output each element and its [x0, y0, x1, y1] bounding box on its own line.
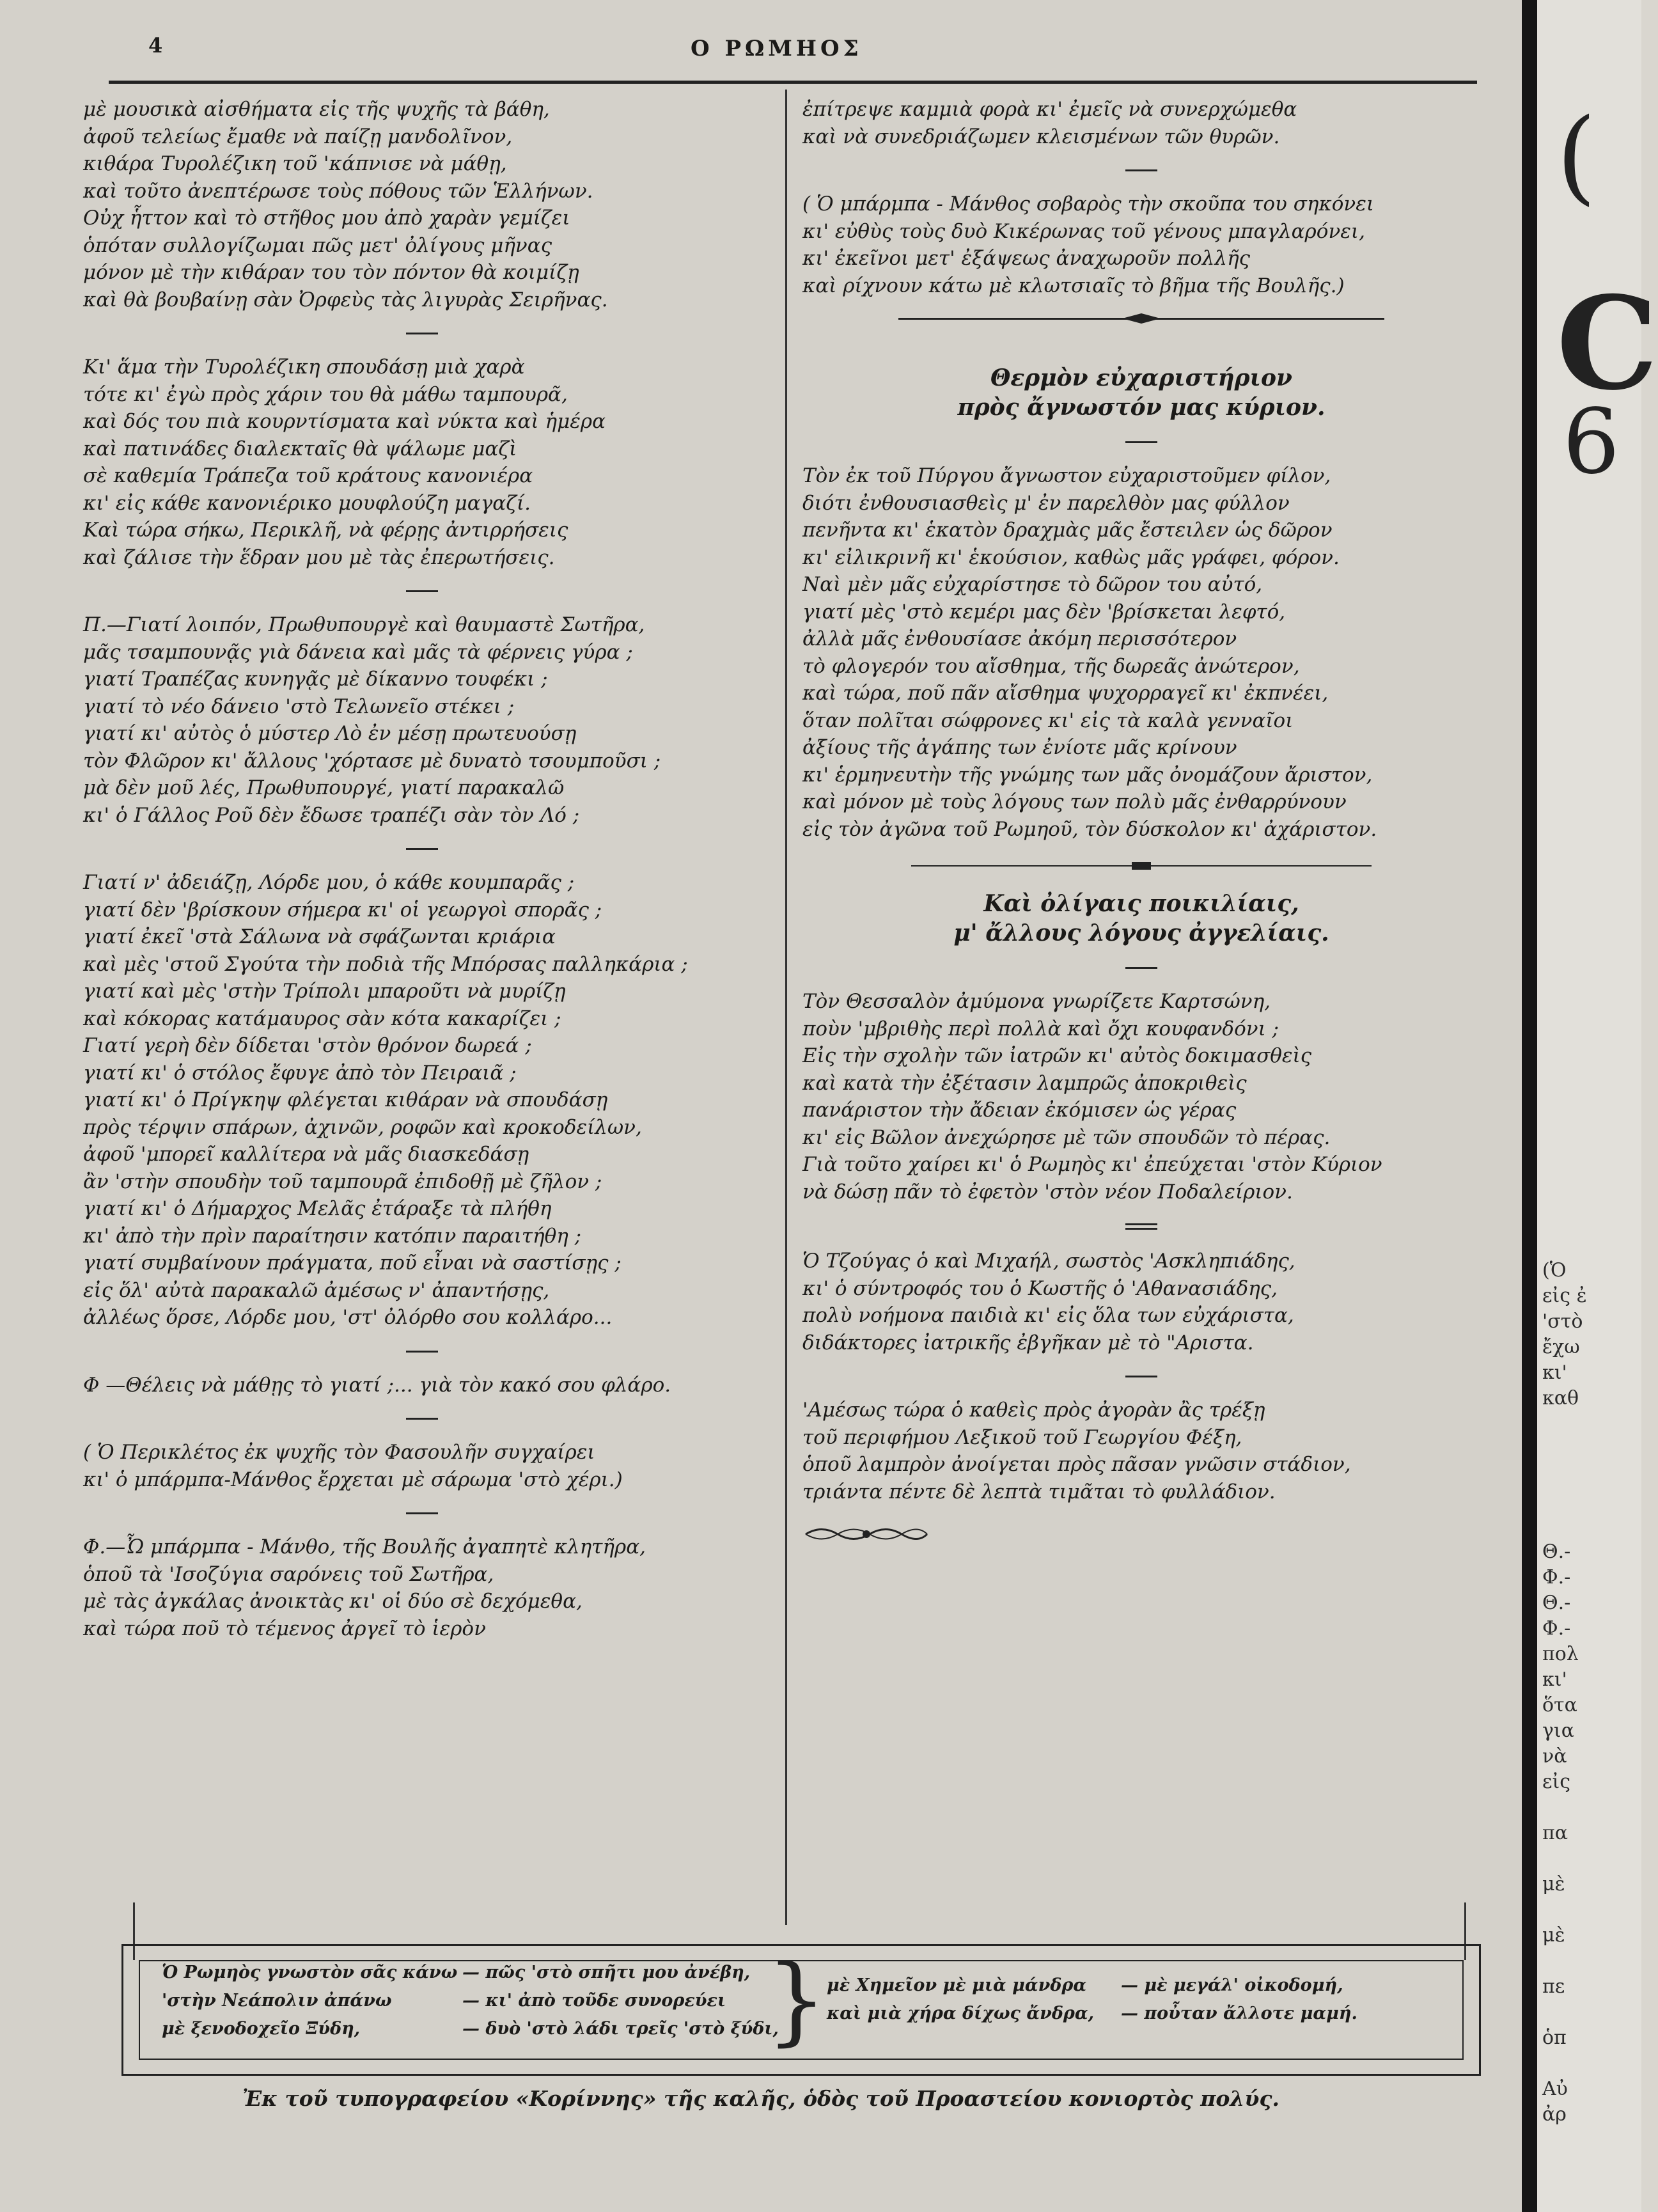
verse-line: κι' εἰς κάθε κανονιέρικο μουφλούζη μαγαζί. — [83, 491, 531, 515]
verse-line: Καὶ τώρα σήκω, Περικλῆ, νὰ φέρῃς ἀντιρρήσεις — [83, 519, 568, 542]
stanza-5 — [83, 1372, 761, 1399]
verse-line: ἀφοῦ τελείως ἔμαθε νὰ παίζῃ μανδολῖνον, — [83, 125, 513, 148]
verse-line: πρὸς τέρψιν σπάρων, ἀχινῶν, ροφῶν καὶ κροκοδείλων, — [83, 1115, 642, 1139]
verse-line: κι' ἐκεῖνοι μετ' ἐξάψεως ἀναχωροῦν πολλῆς — [802, 247, 1250, 270]
stanza-4 — [83, 869, 761, 1331]
advert-line: μὲ Χημεῖον μὲ μιὰ μάνδρα — [827, 1975, 1087, 1995]
verse-line: Κι' ἅμα τὴν Τυρολέζικη σπουδάσῃ μιὰ χαρὰ — [83, 356, 525, 379]
verse-line: καὶ τοῦτο ἀνεπτέρωσε τοὺς πόθους τῶν Ἑλλήνων. — [83, 179, 593, 203]
verse-line: Τὸν Θεσσαλὸν ἀμύμονα γνωρίζετε Καρτσώνη, — [802, 990, 1271, 1013]
verse-line: Εἰς τὴν σχολὴν τῶν ἰατρῶν κι' αὐτὸς δοκιμασθεὶς — [802, 1044, 1312, 1067]
stanza-2 — [83, 354, 761, 571]
advert-line: Ὁ Ρωμηὸς γνωστὸν σᾶς κάνω — [162, 1963, 458, 1982]
decorative-letter-fragment: 6 — [1563, 390, 1620, 494]
flourish-ornament — [802, 1525, 930, 1544]
section-heading: Καὶ ὀλίγαις ποικιλίαις, — [983, 890, 1299, 917]
page-number: 4 — [148, 33, 163, 58]
footer-advert-box — [121, 1944, 1481, 2076]
section-heading: πρὸς ἄγνωστόν μας κύριον. — [957, 394, 1326, 421]
advert-line: μὲ ξενοδοχεῖο Ξύδη, — [162, 2019, 361, 2039]
fragment-line: (Ὁ — [1542, 1259, 1567, 1282]
fragment-line: για — [1542, 1720, 1574, 1742]
stanza-6 — [83, 1439, 761, 1493]
verse-line: Ὁ Τζούγας ὁ καὶ Μιχαήλ, σωστὸς 'Ασκληπιάδης, — [802, 1250, 1295, 1273]
verse-line: κι' ἑρμηνευτὴν τῆς γνώμης των μᾶς ὀνομάζουν ἄριστον, — [802, 763, 1373, 787]
verse-line: τότε κι' ἐγὼ πρὸς χάριν του θὰ μάθω ταμπουρᾶ, — [83, 382, 568, 406]
double-separator — [1125, 1223, 1157, 1230]
header-rule — [109, 81, 1477, 84]
verse-line: Τὸν ἐκ τοῦ Πύργου ἄγνωστον εὐχαριστοῦμεν φίλον, — [802, 464, 1331, 487]
fragment-line: νὰ — [1542, 1745, 1567, 1768]
advert-line: — πῶς 'στὸ σπῆτι μου ἀνέβη, — [462, 1963, 751, 1982]
verse-line: καὶ ρίχνουν κάτω μὲ κλωτσιαῖς τὸ βῆμα τῆς Βουλῆς.) — [802, 274, 1345, 297]
verse-line: κι' ὁ μπάρμπα-Μάνθος ἔρχεται μὲ σάρωμα 'στὸ χέρι.) — [83, 1468, 623, 1491]
verse-line: κιθάρα Τυρολέζικη τοῦ 'κάπνισε νὰ μάθῃ, — [83, 152, 507, 175]
verse-line: γιατί κι' ὁ Πρίγκηψ φλέγεται κιθάραν νὰ σπουδάσῃ — [83, 1088, 608, 1111]
section-heading: Θερμὸν εὐχαριστήριον — [990, 365, 1292, 391]
verse-line: Ναὶ μὲν μᾶς εὐχαρίστησε τὸ δῶρον του αὐτό, — [802, 573, 1263, 596]
verse-line: τριάντα πέντε δὲ λεπτὰ τιμᾶται τὸ φυλλάδιον. — [802, 1480, 1276, 1503]
fragment-line: πε — [1542, 1975, 1565, 1998]
right-column — [802, 96, 1480, 1546]
verse-line: καὶ θὰ βουβαίνῃ σὰν Ὀρφεὺς τὰς λιγυρὰς Σειρῆνας. — [83, 288, 608, 311]
section-separator — [406, 1512, 438, 1514]
advert-col-2 — [462, 1959, 779, 2043]
stanza-1 — [83, 96, 761, 313]
section-separator — [406, 1351, 438, 1353]
verse-line: ὅταν πολῖται σώφρονες κι' εἰς τὰ καλὰ γενναῖοι — [802, 709, 1294, 732]
verse-line: τοῦ περιφήμου Λεξικοῦ τοῦ Γεωργίου Φέξη, — [802, 1425, 1242, 1449]
verse-line: καὶ κατὰ τὴν ἐξέτασιν λαμπρῶς ἀποκριθεὶς — [802, 1071, 1247, 1095]
decorative-letter-fragment: ( — [1556, 96, 1597, 216]
verse-line: 'Αμέσως τώρα ὁ καθεὶς πρὸς ἀγορὰν ἂς τρέξῃ — [802, 1399, 1265, 1422]
verse-line: νὰ δώσῃ πᾶν τὸ ἐφετὸν 'στὸν νέον Ποδαλείριον. — [802, 1180, 1293, 1204]
verse-line: πανάριστον τὴν ἄδειαν ἐκόμισεν ὡς γέρας — [802, 1099, 1237, 1122]
verse-line: Π.—Γιατί λοιπόν, Πρωθυπουργὲ καὶ θαυμαστὲ Σωτῆρα, — [83, 613, 645, 636]
verse-line: καὶ μὲς 'στοῦ Σγούτα τὴν ποδιὰ τῆς Μπόρσας παλληκάρια ; — [83, 952, 688, 976]
verse-line: ( Ὁ Περικλέτος ἐκ ψυχῆς τὸν Φασουλῆν συγχαίρει — [83, 1441, 595, 1464]
verse-line: τὸ φλογερόν του αἴσθημα, τῆς δωρεᾶς ἀνώτερον, — [802, 654, 1300, 678]
verse-line: καὶ μόνον μὲ τοὺς λόγους των πολὺ μᾶς ἐνθαρρύνουν — [802, 790, 1347, 813]
verse-line: κι' εἰλικρινῆ κι' ἑκούσιον, καθὼς μᾶς γράφει, φόρον. — [802, 545, 1340, 569]
advert-line: — ποὖταν ἄλλοτε μαμή. — [1121, 2004, 1357, 2023]
fragment-line: Θ.- — [1542, 1541, 1571, 1563]
verse-line: κι' ἀπὸ τὴν πρὶν παραίτησιν κατόπιν παραιτήθη ; — [83, 1224, 582, 1248]
verse-line: κι' ὁ Γάλλος Ρoῦ δὲν ἔδωσε τραπέζι σὰν τὸν Λό ; — [83, 803, 580, 827]
verse-line: γιατί καὶ μὲς 'στὴν Τρίπολι μπαροῦτι νὰ μυρίζῃ — [83, 980, 566, 1003]
stanza-7 — [83, 1533, 761, 1642]
fragment-line: Φ.- — [1542, 1617, 1571, 1640]
verse-line: γιατί κι' ὁ στόλος ἔφυγε ἀπὸ τὸν Πειραιᾶ ; — [83, 1061, 517, 1085]
verse-line: ἐπίτρεψε καμμιὰ φορὰ κι' ἐμεῖς νὰ συνερχώμεθα — [802, 98, 1297, 121]
verse-line: ὁποῦ τὰ 'Ισοζύγια σαρόνεις τοῦ Σωτῆρα, — [83, 1562, 494, 1586]
fragment-line: ἔχω — [1542, 1336, 1580, 1358]
announcement-2 — [802, 1248, 1480, 1356]
verse-line: ( Ὁ μπάρμπα - Μάνθος σοβαρὸς τὴν σκοῦπα του σηκόνει — [802, 192, 1375, 216]
adjacent-page-edge — [1537, 0, 1658, 2212]
verse-line: εἰς ὅλ' αὐτὰ παρακαλῶ ἀμέσως ν' ἀπαντήσῃς, — [83, 1278, 550, 1302]
verse-line: καὶ πατινάδες διαλεκταῖς θὰ ψάλωμε μαζὶ — [83, 437, 517, 460]
verse-line: πολὺ νοήμονα παιδιὰ κι' εἰς ὅλα των εὐχάριστα, — [802, 1304, 1294, 1327]
advert-line: — κι' ἀπὸ τοῦδε συνορεύει — [462, 1991, 726, 2011]
fragment-line: Αὐ — [1542, 2078, 1568, 2100]
verse-line: ἀφοῦ 'μπορεῖ καλλίτερα νὰ μᾶς διασκεδάσῃ — [83, 1143, 529, 1166]
verse-line: κι' εὐθὺς τοὺς δυὸ Κικέρωνας τοῦ γένους μπαγλαρόνει, — [802, 219, 1365, 243]
section-separator — [406, 1418, 438, 1420]
announcement-1 — [802, 988, 1480, 1205]
verse-line: Φ.—Ὦ μπάρμπα - Μάνθο, τῆς Βουλῆς ἀγαπητὲ κλητῆρα, — [83, 1535, 646, 1558]
section-separator — [406, 590, 438, 592]
page-fold-shadow — [1522, 0, 1537, 2212]
fragment-line: εἰς — [1542, 1771, 1571, 1793]
verse-line: γιατί δὲν 'βρίσκουν σήμερα κι' οἱ γεωργοὶ σπορᾶς ; — [83, 898, 602, 922]
verse-line: καὶ τώρα ποῦ τὸ τέμενος ἀργεῖ τὸ ἱερὸν — [83, 1617, 486, 1640]
verse-line: ἀλλέως ὅρσε, Λόρδε μου, 'στ' ὀλόρθο σου κολλάρο... — [83, 1306, 613, 1329]
fragment-line: μὲ — [1542, 1873, 1565, 1895]
fragment-line: κι' — [1542, 1668, 1567, 1691]
fragment-line: 'στὸ — [1542, 1310, 1583, 1333]
decorative-letter-fragment: C — [1556, 269, 1658, 419]
verse-line: ὁποῦ λαμπρὸν ἀνοίγεται πρὸς πᾶσαν γνῶσιν στάδιον, — [802, 1453, 1351, 1476]
verse-line: καὶ ζάλισε τὴν ἕδραν μου μὲ τὰς ἐπερωτήσεις. — [83, 545, 555, 569]
verse-line: κι' ὁ σύντροφός του ὁ Κωστῆς ὁ 'Αθανασιάδης, — [802, 1276, 1278, 1300]
verse-line: μὲ τὰς ἀγκάλας ἀνοικτὰς κι' οἱ δύο σὲ δεχόμεθα, — [83, 1590, 583, 1613]
advert-line: — μὲ μεγάλ' οἰκοδομή, — [1121, 1975, 1343, 1995]
page-header — [0, 33, 1471, 72]
advert-col-3 — [827, 1972, 1094, 2028]
fragment-line: κι' — [1542, 1361, 1567, 1384]
continuation — [802, 96, 1480, 150]
section-heading: μ' ἄλλους λόγους ἀγγελίαις. — [953, 920, 1329, 946]
verse-line: μὰ δὲν μοῦ λές, Πρωθυπουργέ, γιατί παρακαλῶ — [83, 776, 565, 799]
running-title: Ο ΡΩΜΗΟΣ — [691, 36, 863, 61]
verse-line: γιατί Τραπέζας κυνηγᾷς μὲ δίκαννο τουφέκι ; — [83, 668, 548, 691]
verse-line: μᾶς τσαμπουνᾷς γιὰ δάνεια καὶ μᾶς τὰ φέρνεις γύρα ; — [83, 640, 633, 664]
fragment-line: πολ — [1542, 1643, 1579, 1665]
section-separator — [406, 333, 438, 334]
verse-line: Γιὰ τοῦτο χαίρει κι' ὁ Ρωμηὸς κι' ἐπεύχεται 'στὸν Κύριον — [802, 1153, 1382, 1176]
verse-line: γιατί συμβαίνουν πράγματα, ποῦ εἶναι νὰ σαστίσῃς ; — [83, 1251, 622, 1275]
verse-line: Γιατί γερὴ δὲν δίδεται 'στὸν θρόνον δωρεά ; — [83, 1034, 532, 1057]
advert-line: 'στὴν Νεάπολιν ἀπάνω — [162, 1991, 392, 2011]
verse-line: διδάκτορες ἰατρικῆς ἐβγῆκαν μὲ τὸ "Αριστα. — [802, 1331, 1254, 1354]
fragment-line: εἰς ἐ — [1542, 1285, 1587, 1307]
verse-line: καὶ νὰ συνεδριάζωμεν κλεισμένων τῶν θυρῶν. — [802, 125, 1280, 148]
verse-line: καὶ τώρα, ποῦ πᾶν αἴσθημα ψυχορραγεῖ κι' ἐκπνέει, — [802, 682, 1329, 705]
verse-line: Φ —Θέλεις νὰ μάθῃς τὸ γιατί ;... γιὰ τὸν κακό σου φλάρο. — [83, 1373, 671, 1397]
section-separator — [406, 848, 438, 850]
section-separator — [1125, 169, 1157, 171]
fragment-line: ὅτα — [1542, 1694, 1577, 1716]
fragment-line: ὁπ — [1542, 2027, 1567, 2049]
verse-line: τὸν Φλῶρον κι' ἄλλους 'χόρτασε μὲ δυνατὸ τσουμποῦσι ; — [83, 749, 661, 773]
verse-line: καὶ κόκορας κατάμαυρος σὰν κότα κακαρίζει ; — [83, 1007, 561, 1030]
verse-line: ὁπόταν συλλογίζωμαι πῶς μετ' ὀλίγους μῆνας — [83, 233, 552, 257]
verse-line: πενῆντα κι' ἑκατὸν δραχμὰς μᾶς ἔστειλεν ὡς δῶρον — [802, 519, 1333, 542]
verse-line: ἀλλὰ μᾶς ἐνθουσίασε ἀκόμη περισσότερον — [802, 627, 1237, 650]
verse-line: διότι ἐνθουσιασθεὶς μ' ἐν παρελθὸν μας φύλλον — [802, 491, 1290, 515]
fragment-line: ἀρ — [1542, 2103, 1567, 2126]
verse-line: ἀξίους τῆς ἀγάπης των ἐνίοτε μᾶς κρίνουν — [802, 736, 1237, 759]
section-separator — [1125, 1376, 1157, 1377]
announcement-3 — [802, 1397, 1480, 1505]
curly-brace: } — [766, 1945, 827, 2056]
advert-line: καὶ μιὰ χήρα δίχως ἄνδρα, — [827, 2004, 1095, 2023]
printer-colophon: Ἐκ τοῦ τυπογραφείου «Κορίννης» τῆς καλῆς, ὁδὸς τοῦ Προαστείου κονιορτὸς πολύς. — [242, 2086, 1279, 2111]
advert-col-1 — [162, 1959, 457, 2043]
fragment-line: πα — [1542, 1822, 1568, 1844]
verse-line: ποὺν 'μβριθὴς περὶ πολλὰ καὶ ὄχι κουφανδόνι ; — [802, 1017, 1279, 1040]
thanks-text — [802, 462, 1480, 843]
verse-line: γιατί ἐκεῖ 'στὰ Σάλωνα νὰ σφάζωνται κριάρια — [83, 925, 556, 948]
verse-line: εἰς τὸν ἀγῶνα τοῦ Ρωμηοῦ, τὸν δύσκολον κι' ἀχάριστον. — [802, 817, 1377, 841]
fragment-line: Θ.- — [1542, 1592, 1571, 1614]
small-ornament — [911, 862, 1372, 870]
stanza-3 — [83, 611, 761, 829]
diamond-ornament — [898, 313, 1384, 324]
advert-col-4 — [1121, 1972, 1357, 2028]
fragment-line: Φ.- — [1542, 1566, 1571, 1588]
fragment-line: καθ — [1542, 1387, 1579, 1409]
left-column — [83, 96, 761, 1642]
column-divider — [785, 90, 787, 1925]
verse-line: γιατί κι' ὁ Δήμαρχος Μελᾶς ἐτάραξε τὰ πλήθη — [83, 1197, 552, 1220]
verse-line: καὶ δός του πιὰ κουρντίσματα καὶ νύκτα καὶ ἡμέρα — [83, 410, 606, 433]
verse-line: σὲ καθεμία Τράπεζα τοῦ κράτους κανονιέρα — [83, 464, 533, 487]
section-separator — [1125, 441, 1157, 443]
verse-line: γιατί μὲς 'στὸ κεμέρι μας δὲν 'βρίσκεται λεφτό, — [802, 600, 1286, 624]
verse-line: κι' εἰς Βῶλον ἀνεχώρησε μὲ τῶν σπουδῶν τὸ πέρας. — [802, 1126, 1331, 1149]
verse-line: Οὐχ ἧττον καὶ τὸ στῆθος μου ἀπὸ χαρὰν γεμίζει — [83, 207, 570, 230]
verse-line: μὲ μουσικὰ αἰσθήματα εἰς τῆς ψυχῆς τὰ βάθη, — [83, 98, 550, 121]
stage-direction — [802, 191, 1480, 299]
fragment-line: μὲ — [1542, 1924, 1565, 1947]
section-separator — [1125, 967, 1157, 969]
verse-line: Γιατί ν' ἀδειάζῃ, Λόρδε μου, ὁ κάθε κουμπαρᾶς ; — [83, 871, 575, 894]
advert-line: — δυὸ 'στὸ λάδι τρεῖς 'στὸ ξύδι, — [462, 2019, 779, 2039]
verse-line: γιατί τὸ νέο δάνειο 'στὸ Τελωνεῖο στέκει ; — [83, 694, 515, 718]
verse-line: γιατί κι' αὐτὸς ὁ μύστερ Λὸ ἐν μέσῃ πρωτευούσῃ — [83, 722, 577, 745]
verse-line: ἂν 'στὴν σπουδὴν τοῦ ταμπουρᾶ ἐπιδοθῇ μὲ ζῆλον ; — [83, 1170, 602, 1193]
verse-line: μόνον μὲ τὴν κιθάραν του τὸν πόντον θὰ κοιμίζῃ — [83, 261, 579, 284]
